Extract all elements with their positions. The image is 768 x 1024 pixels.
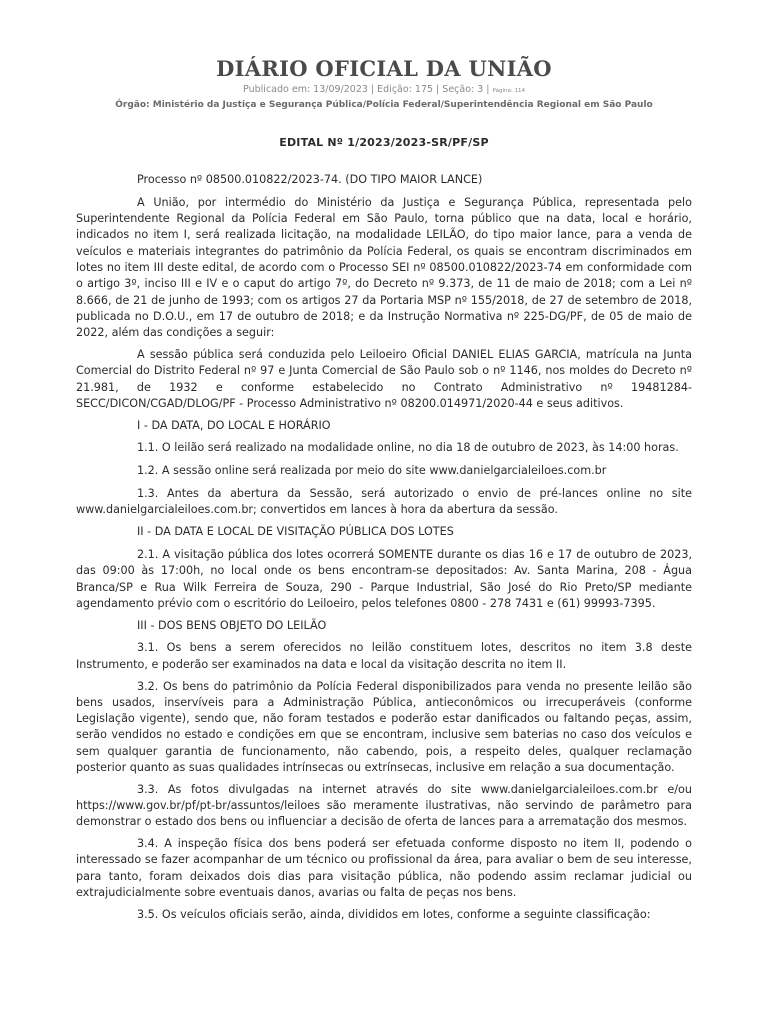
paragraph-2-1: 2.1. A visitação pública dos lotes ocorrerá SOMENTE durante os dias 16 e 17 de outubro de 2023, das 09:00 às 17:00h, no local onde os bens encontram-se depositados: Av. Santa Marina, 208 - Água Branca/SP e Rua Wilk Ferreira de Souza, 290 - Parque Industrial, São José do Rio Preto/SP mediante agendamento prévio com o escritório do Leiloeiro, pelos telefones 0800 - 278 7431 e (61) 99993-7395. xyxy=(76,547,692,610)
masthead-title: DIÁRIO OFICIAL DA UNIÃO xyxy=(216,56,552,81)
paragraph-3-5: 3.5. Os veículos oficiais serão, ainda, divididos em lotes, conforme a seguinte classificação: xyxy=(137,907,651,921)
organ-line: Órgão: Ministério da Justiça e Segurança Pública/Polícia Federal/Superintendência Regional em São Paulo xyxy=(115,100,653,110)
section-heading-3: III - DOS BENS OBJETO DO LEILÃO xyxy=(137,618,327,632)
paragraph-3-2: 3.2. Os bens do patrimônio da Polícia Federal disponibilizados para venda no presente leilão são bens usados, inservíveis para a Administração Pública, antieconômicos ou irrecuperáveis (conforme Legislação vigente), sendo que, não foram testados e poderão estar danificados ou faltando peças, assim, serão vendidos no estado e condições em que se encontram, inclusive sem baterias no caso dos veículos e sem qualquer garantia de funcionamento, não cabendo, pois, a respeito deles, qualquer reclamação posterior quanto as suas qualidades intrínsecas ou extrínsecas, inclusive em relação a sua documentação. xyxy=(76,679,692,774)
process-number: Processo nº 08500.010822/2023-74. (DO TIPO MAIOR LANCE) xyxy=(137,173,483,186)
edital-title: EDITAL Nº 1/2023/2023-SR/PF/SP xyxy=(279,136,489,149)
document-body xyxy=(76,172,692,930)
paragraph-auctioneer: A sessão pública será conduzida pelo Leiloeiro Oficial DANIEL ELIAS GARCIA, matrícula na Junta Comercial do Distrito Federal nº 97 e Junta Comercial de São Paulo sob o nº 1146, nos moldes do Decreto nº 21.981, de 1932 e conforme estabelecido no Contrato Administrativo nº 19481284-SECC/DICON/CGAD/DLOG/PF - Processo Administrativo nº 08200.014971/2020-44 e seus aditivos. xyxy=(76,347,692,410)
paragraph-1-2: 1.2. A sessão online será realizada por meio do site www.danielgarcialeiloes.com.br xyxy=(137,464,607,478)
paragraph-1-1: 1.1. O leilão será realizado na modalidade online, no dia 18 de outubro de 2023, às 14:00 horas. xyxy=(137,441,679,455)
paragraph-1-3: 1.3. Antes da abertura da Sessão, será autorizado o envio de pré-lances online no site www.danielgarcialeiloes.com.br; convertidos em lances à hora da abertura da sessão. xyxy=(76,487,692,517)
paragraph-3-3: 3.3. As fotos divulgadas na internet através do site www.danielgarcialeiloes.com.br e/ou https://www.gov.br/pf/pt-br/assuntos/leiloes são meramente ilustrativas, não servindo de parâmetro para demonstrar o estado dos bens ou influenciar a decisão de oferta de lances para a arrematação dos mesmos. xyxy=(76,782,692,829)
publication-details: Publicado em: 13/09/2023 | Edição: 175 | Seção: 3 | xyxy=(243,84,490,95)
paragraph-intro: A União, por intermédio do Ministério da Justiça e Segurança Pública, representada pelo Superintendente Regional da Polícia Federal em São Paulo, torna público que na data, local e horário, indicados no item I, será realizada licitação, na modalidade LEILÃO, do tipo maior lance, para a venda de veículos e materiais integrantes do patrimônio da Polícia Federal, os quais se encontram discriminados em lotes no item III deste edital, de acordo com o Processo SEI nº 08500.010822/2023-74 em conformidade com o artigo 3º, inciso III e IV e o caput do artigo 7º, do Decreto nº 9.373, de 11 de maio de 2018; com a Lei nº 8.666, de 21 de junho de 1993; com os artigos 27 da Portaria MSP nº 155/2018, de 27 de setembro de 2018, publicada no D.O.U., em 17 de outubro de 2018; e da Instrução Normativa nº 225-DG/PF, de 05 de maio de 2022, além das condições a seguir: xyxy=(76,195,692,340)
page-number: Página: 114 xyxy=(492,88,525,94)
paragraph-3-4: 3.4. A inspeção física dos bens poderá ser efetuada conforme disposto no item II, podendo o interessado se fazer acompanhar de um técnico ou profissional da área, para avaliar o bem de seu interesse, para tanto, foram deixados dois dias para visitação pública, não podendo assim reclamar judicial ou extrajudicialmente sobre eventuais danos, avarias ou falta de peças nos bens. xyxy=(76,837,692,900)
paragraph-3-1: 3.1. Os bens a serem oferecidos no leilão constituem lotes, descritos no item 3.8 deste Instrumento, e poderão ser examinados na data e local da visitação descrita no item II. xyxy=(76,641,692,671)
section-heading-2: II - DA DATA E LOCAL DE VISITAÇÃO PÚBLICA DOS LOTES xyxy=(137,525,454,539)
publication-info xyxy=(0,84,768,95)
section-heading-1: I - DA DATA, DO LOCAL E HORÁRIO xyxy=(137,418,331,432)
